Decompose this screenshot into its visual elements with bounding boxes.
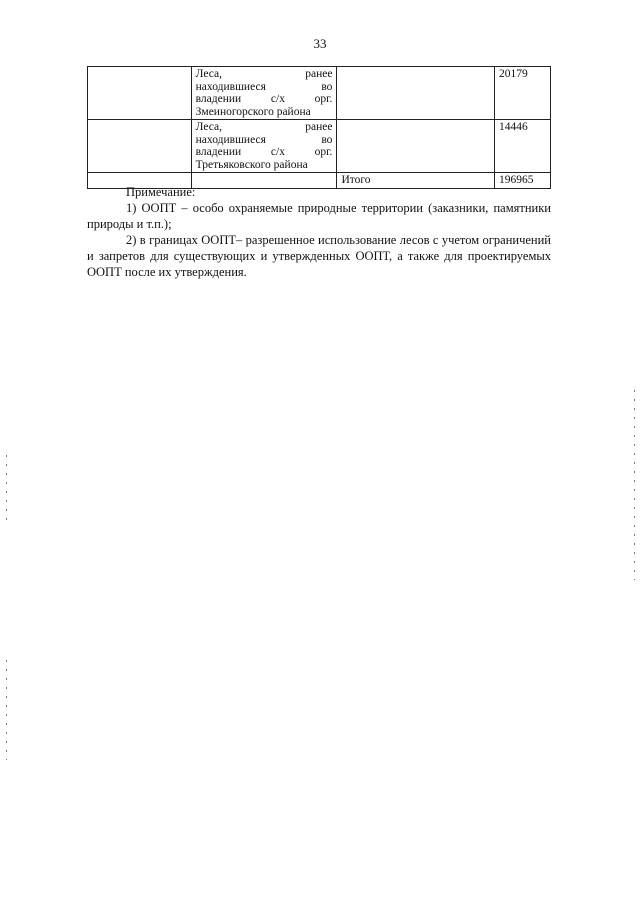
note-item-1: 1) ООПТ – особо охраняемые природные территории (заказники, памятники природы и т.п.); [87, 201, 551, 231]
table-cell-empty [337, 120, 495, 173]
table-cell-area: 14446 [495, 120, 551, 173]
land-table [87, 66, 551, 189]
scan-margin-marks [634, 390, 635, 580]
table-cell-empty [88, 120, 192, 173]
table-row [88, 67, 551, 120]
table-cell-forest-name: Леса, ранее находившиеся во владении с/х орг. Третьяковского района [191, 120, 337, 173]
total-value: 196965 [495, 173, 551, 189]
scan-margin-marks [6, 455, 7, 525]
scan-margin-marks [6, 660, 7, 760]
table-cell-empty [88, 67, 192, 120]
note-heading: Примечание: [126, 185, 196, 199]
total-label: Итого [337, 173, 495, 189]
table-cell-empty [337, 67, 495, 120]
table-cell-forest-name: Леса, ранее находившиеся во владении с/х орг. Змеиногорского района [191, 67, 337, 120]
page-number: 33 [313, 36, 327, 51]
table-cell-area: 20179 [495, 67, 551, 120]
note-item-2: 2) в границах ООПТ– разрешенное использование лесов с учетом ограничений и запретов для существующих и утвержденных ООПТ, а также для проектируемых ООПТ после их утверждения. [87, 233, 551, 279]
table-row [88, 120, 551, 173]
